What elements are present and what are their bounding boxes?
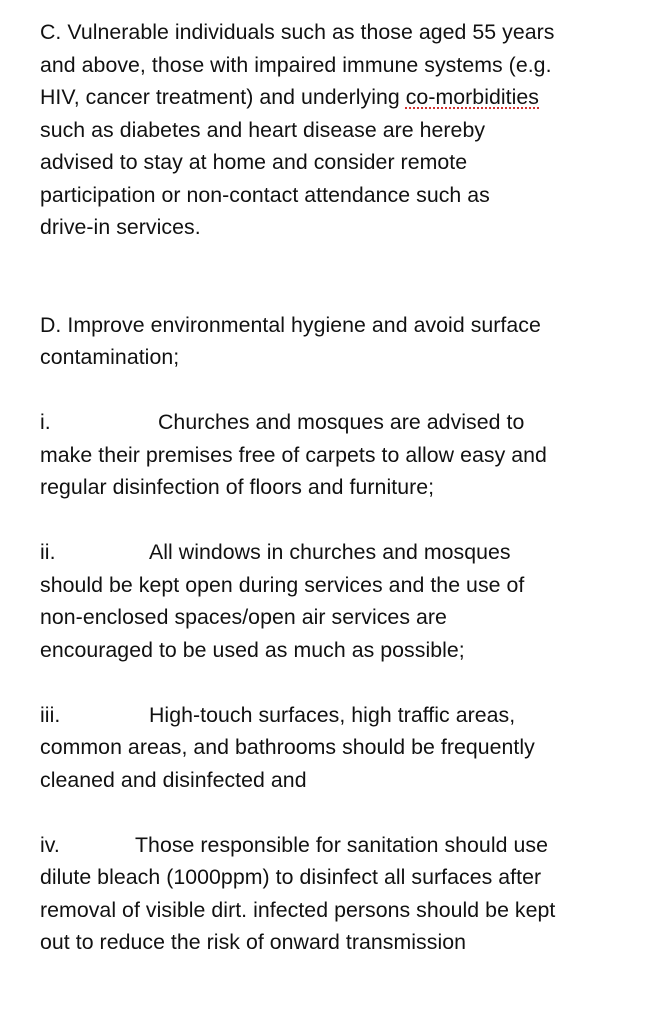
- list-item-iii-first-line: [40, 699, 640, 732]
- list-item-line: cleaned and disinfected and: [40, 767, 307, 792]
- list-item-ii: [40, 536, 640, 666]
- blank-space: [40, 244, 640, 309]
- list-item-line: removal of visible dirt. infected persons should be kept: [40, 897, 556, 922]
- list-marker: i.: [40, 410, 51, 434]
- list-item-iv-first-line: [40, 829, 640, 862]
- section-c-line-5: advised to stay at home and consider remote: [40, 150, 468, 174]
- section-c-line-4: such as diabetes and heart disease are hereby: [40, 117, 486, 142]
- list-item-text: Churches and mosques are advised to: [158, 410, 525, 434]
- list-item-line: regular disinfection of floors and furniture;: [40, 475, 435, 499]
- section-d-heading-line-1: D. Improve environmental hygiene and avoid surface: [40, 312, 541, 337]
- list-item-text: High-touch surfaces, high traffic areas,: [149, 702, 516, 727]
- section-d-heading: [40, 309, 640, 374]
- list-item-line: make their premises free of carpets to allow easy and: [40, 442, 547, 467]
- list-item-ii-first-line: [40, 536, 640, 569]
- section-c-paragraph: [40, 16, 640, 244]
- spellcheck-flagged-word[interactable]: co-morbidities: [405, 85, 539, 109]
- section-c-line-3: [40, 81, 640, 114]
- list-item-line: should be kept open during services and the use of: [40, 572, 525, 597]
- section-c-line-6: participation or non-contact attendance such as: [40, 182, 490, 207]
- blank-line: [40, 374, 640, 407]
- list-marker: ii.: [40, 540, 56, 564]
- list-item-text: All windows in churches and mosques: [149, 540, 511, 564]
- document-body: [40, 16, 640, 959]
- list-item-text: Those responsible for sanitation should use: [135, 832, 548, 857]
- section-c-line-1: C. Vulnerable individuals such as those aged 55 years: [40, 20, 555, 44]
- section-c-line-3-text: HIV, cancer treatment) and underlying: [40, 85, 406, 109]
- list-item-line: encouraged to be used as much as possible;: [40, 637, 465, 662]
- section-d-heading-line-2: contamination;: [40, 345, 180, 369]
- list-item-iii: [40, 699, 640, 797]
- list-marker: iv.: [40, 832, 60, 857]
- list-item-line: out to reduce the risk of onward transmission: [40, 930, 467, 954]
- list-marker: iii.: [40, 702, 61, 727]
- list-item-i-first-line: [40, 406, 640, 439]
- list-item-iv: [40, 829, 640, 959]
- list-item-i: [40, 406, 640, 504]
- blank-line: [40, 666, 640, 699]
- list-item-line: non-enclosed spaces/open air services are: [40, 605, 447, 629]
- list-item-line: common areas, and bathrooms should be frequently: [40, 735, 535, 759]
- blank-line: [40, 796, 640, 829]
- list-item-line: dilute bleach (1000ppm) to disinfect all surfaces after: [40, 865, 542, 889]
- section-c-line-7: drive-in services.: [40, 215, 201, 239]
- section-c-line-2: and above, those with impaired immune systems (e.g.: [40, 52, 552, 77]
- blank-line: [40, 504, 640, 537]
